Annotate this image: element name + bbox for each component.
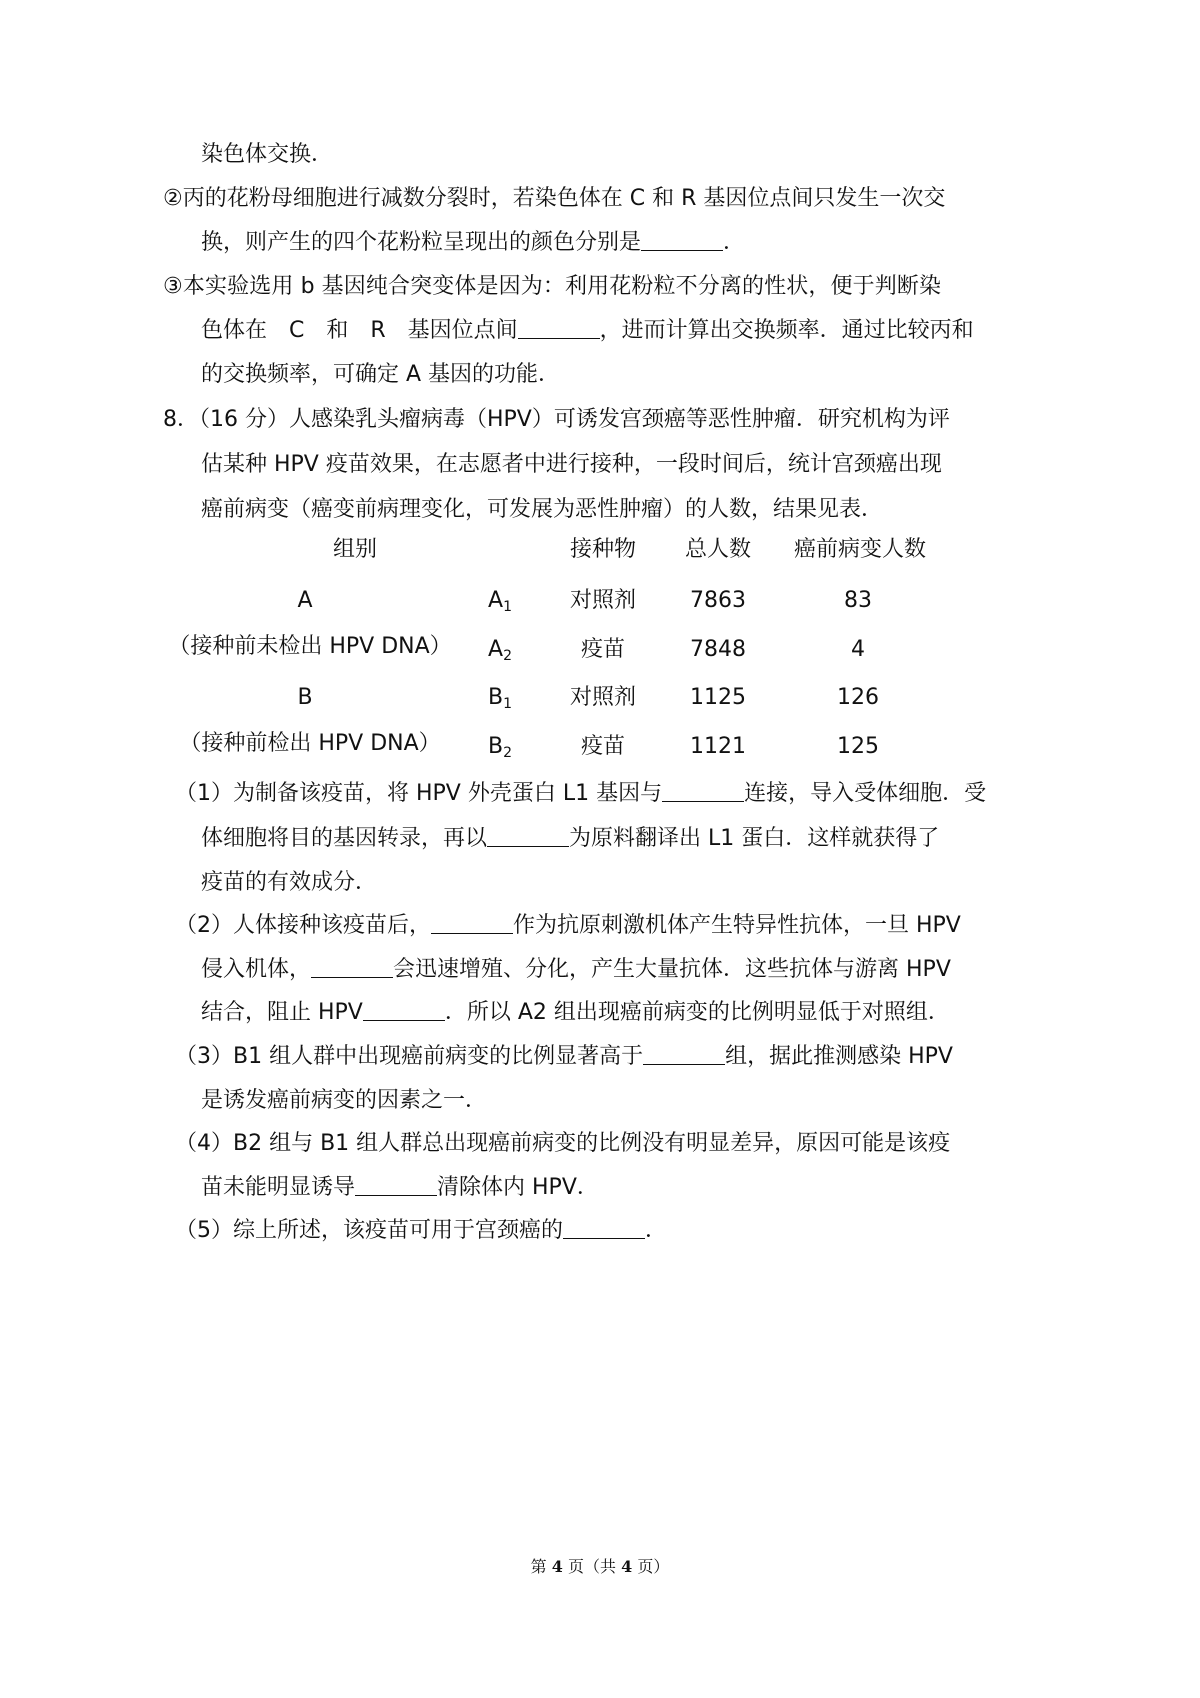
answer-blank <box>363 998 445 1021</box>
table-cell-lesion: 83 <box>844 588 872 613</box>
question-stem: 癌前病变（癌变前病理变化，可发展为恶性肿瘤）的人数，结果见表． <box>201 497 884 522</box>
sub-question-1: 疫苗的有效成分． <box>201 870 378 895</box>
table-cell-inoculum: 对照剂 <box>569 588 636 613</box>
group-b-note: （接种前检出 HPV DNA） <box>179 731 441 756</box>
table-cell-total: 7848 <box>690 637 746 662</box>
text-line: 的交换频率，可确定 A 基因的功能． <box>201 362 561 387</box>
table-header-group: 组别 <box>332 537 377 562</box>
table-cell-lesion: 125 <box>837 734 879 759</box>
table-cell-total: 7863 <box>690 588 746 613</box>
question-stem: 8．（16 分）人感染乳头瘤病毒（HPV）可诱发宫颈癌等恶性肿瘤．研究机构为评 <box>163 407 950 432</box>
answer-blank <box>487 824 569 847</box>
table-cell-inoculum: 疫苗 <box>580 637 625 662</box>
table-header-total: 总人数 <box>684 537 751 562</box>
group-b-name: B <box>297 685 313 710</box>
answer-blank <box>518 316 600 339</box>
table-cell-total: 1125 <box>690 685 746 710</box>
sub-question-2: 侵入机体， 会迅速增殖、分化，产生大量抗体．这些抗体与游离 HPV <box>201 957 951 982</box>
table-cell-subgroup: $A_2$ <box>488 637 512 664</box>
sub-question-4: （4）B2 组与 B1 组人群总出现癌前病变的比例没有明显差异，原因可能是该疫 <box>175 1131 951 1156</box>
table-header-lesion: 癌前病变人数 <box>793 537 926 562</box>
table-cell-lesion: 126 <box>837 685 879 710</box>
sub-question-3: （3）B1 组人群中出现癌前病变的比例显著高于 组，据此推测感染 HPV <box>175 1044 953 1069</box>
text-line: ③本实验选用 b 基因纯合突变体是因为：利用花粉粒不分离的性状，便于判断染 <box>163 274 941 299</box>
text-line: 色体在 C 和 R 基因位点间 ，进而计算出交换频率．通过比较丙和 <box>201 318 974 343</box>
sub-question-3: 是诱发癌前病变的因素之一． <box>201 1088 488 1113</box>
table-cell-total: 1121 <box>690 734 746 759</box>
table-cell-subgroup: $B_2$ <box>487 734 512 761</box>
sub-question-1: 体细胞将目的基因转录，再以 为原料翻译出 L1 蛋白．这样就获得了 <box>201 826 940 851</box>
answer-blank <box>643 1042 725 1065</box>
table-header-inoculum: 接种物 <box>569 537 636 562</box>
table-cell-subgroup: $A_1$ <box>488 588 512 615</box>
sub-question-5: （5）综上所述，该疫苗可用于宫颈癌的 ． <box>175 1218 668 1243</box>
page-footer: 第 4 页（共 4 页） <box>530 1557 670 1576</box>
group-a-name: A <box>297 588 313 613</box>
table-cell-inoculum: 疫苗 <box>580 734 625 759</box>
question-stem: 估某种 HPV 疫苗效果，在志愿者中进行接种，一段时间后，统计宫颈癌出现 <box>201 452 942 477</box>
table-cell-subgroup: $B_1$ <box>487 685 512 712</box>
answer-blank <box>355 1173 437 1196</box>
text-line: 染色体交换． <box>201 142 334 167</box>
sub-question-4: 苗未能明显诱导 清除体内 HPV． <box>201 1175 599 1200</box>
table-cell-lesion: 4 <box>851 637 865 662</box>
sub-question-2: （2）人体接种该疫苗后， 作为抗原刺激机体产生特异性抗体，一旦 HPV <box>175 913 961 938</box>
sub-question-2: 结合，阻止 HPV ．所以 A2 组出现癌前病变的比例明显低于对照组． <box>201 1000 950 1025</box>
answer-blank <box>431 911 513 934</box>
text-line: 换，则产生的四个花粉粒呈现出的颜色分别是 ． <box>201 230 746 255</box>
text-line: ②丙的花粉母细胞进行减数分裂时，若染色体在 C 和 R 基因位点间只发生一次交 <box>163 186 946 211</box>
answer-blank <box>311 955 393 978</box>
answer-blank <box>563 1216 645 1239</box>
sub-question-1: （1）为制备该疫苗，将 HPV 外壳蛋白 L1 基因与 连接，导入受体细胞．受 <box>175 781 987 806</box>
table-cell-inoculum: 对照剂 <box>569 685 636 710</box>
answer-blank <box>662 779 744 802</box>
answer-blank <box>641 228 723 251</box>
group-a-note: （接种前未检出 HPV DNA） <box>168 634 452 659</box>
